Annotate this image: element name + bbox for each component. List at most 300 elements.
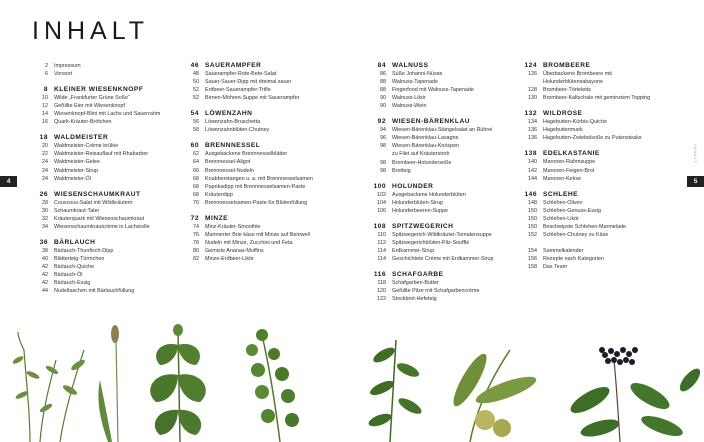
entry-title: Brennnessel-Aligot: [205, 159, 251, 166]
toc-section: [372, 223, 494, 263]
entry-title: Schlehen-Oliven: [543, 199, 583, 206]
entry-title: Wiesenschaumkrautcrème in Lachsrolle: [54, 223, 150, 230]
section-page-number: 108: [373, 222, 386, 230]
entry-page-number: 42: [42, 280, 48, 287]
entry-title: Beschwipste Schlehen-Marmelade: [543, 223, 626, 230]
toc-entry: [523, 134, 650, 142]
entry-page-number: 88: [380, 79, 386, 86]
entry-page-number: 34: [42, 223, 48, 230]
entry-page-number: 104: [377, 199, 386, 206]
section-heading: [523, 191, 650, 199]
section-heading: [185, 142, 313, 150]
toc-entry: [185, 158, 313, 166]
entry-title: Schlehen-Genuss-Essig: [543, 207, 601, 214]
entry-title: Sammelkalender: [543, 247, 584, 254]
entry-title: Ausgebackene Holunderblüten: [392, 191, 466, 198]
toc-section: [34, 62, 160, 78]
entry-title: Bärlauch-Öl: [54, 272, 83, 279]
toc-entry: [34, 271, 160, 279]
entry-title: Paprikadipp mit Brennnesselsamen-Paste: [205, 183, 306, 190]
entry-title: Brombeer-Kaltschale mit geminztem Topping: [543, 95, 651, 102]
entry-title: Waldmeister-Öl: [54, 175, 91, 182]
section-title: SPITZWEGERICH: [392, 222, 454, 230]
toc-entry: [372, 126, 494, 134]
entry-page-number: 136: [528, 127, 537, 134]
toc-entry: [34, 70, 160, 78]
toc-section: [372, 118, 494, 174]
toc-entry: [185, 231, 313, 239]
toc-entry: [185, 167, 313, 175]
section-heading: [372, 223, 494, 231]
entry-title: Wiesen-Bärenklau-Lasagne: [392, 135, 459, 142]
toc-entry: [34, 247, 160, 255]
toc-entry: [523, 86, 650, 94]
entry-page-number: 156: [528, 255, 537, 262]
entry-title: Walnuss-Wein: [392, 103, 427, 110]
entry-page-number: 96: [380, 135, 386, 142]
section-heading: [185, 215, 313, 223]
toc-entry: [34, 215, 160, 223]
entry-page-number: 24: [42, 167, 48, 174]
toc-entry: [372, 239, 494, 247]
toc-entry: [372, 78, 494, 86]
toc-section: [185, 110, 313, 134]
section-title: WILDROSE: [543, 110, 583, 118]
toc-column: [523, 62, 650, 279]
entry-page-number: 22: [42, 151, 48, 158]
toc-section: [523, 110, 650, 142]
entry-title: Fingerfood mit Walnuss-Tapenade: [392, 87, 474, 94]
entry-page-number: 158: [528, 263, 537, 270]
entry-title: Blätterteig-Türmchen: [54, 255, 105, 262]
entry-page-number: 20: [42, 143, 48, 150]
toc-entry: [372, 94, 494, 102]
entry-title: Maronen-Feigen-Brot: [543, 167, 595, 174]
entry-page-number: 48: [193, 71, 199, 78]
entry-title: Brotteig: [392, 167, 411, 174]
section-page-number: 46: [190, 62, 199, 69]
entry-title: Schlehen-Chutney zu Käse: [543, 231, 609, 238]
toc-entry: [523, 263, 650, 271]
toc-section: [372, 183, 494, 215]
entry-title: Holunderblütensabayone: [543, 79, 603, 86]
entry-page-number: 106: [377, 207, 386, 214]
entry-page-number: 32: [42, 215, 48, 222]
entry-page-number: 30: [42, 207, 48, 214]
sprig-illustration: [18, 332, 84, 442]
toc-section: [34, 191, 160, 231]
toc-entry: [523, 167, 650, 175]
toc-entry: [372, 231, 494, 239]
entry-page-number: 68: [193, 175, 199, 182]
entry-page-number: 112: [377, 239, 386, 246]
section-heading: [372, 62, 494, 70]
section-heading: [523, 150, 650, 158]
entry-page-number: 80: [193, 247, 199, 254]
entry-page-number: 40: [42, 255, 48, 262]
toc-entry: [523, 78, 650, 86]
section-page-number: 124: [524, 62, 537, 69]
entry-page-number: 150: [528, 223, 537, 230]
entry-page-number: 68: [193, 191, 199, 198]
toc-entry: [185, 86, 313, 94]
toc-section: [372, 62, 494, 110]
entry-page-number: 126: [528, 71, 537, 78]
entry-page-number: 58: [193, 127, 199, 134]
toc-entry: [34, 142, 160, 150]
toc-entry: [372, 86, 494, 94]
entry-page-number: 136: [528, 135, 537, 142]
section-heading: [185, 110, 313, 118]
toc-entry: [372, 255, 494, 263]
plantain-illustration: [98, 325, 119, 442]
entry-page-number: 44: [42, 288, 48, 295]
toc-entry: [185, 183, 313, 191]
toc-section: [523, 247, 650, 271]
entry-title: Schafgarben-Butter: [392, 280, 439, 287]
entry-page-number: 86: [380, 71, 386, 78]
entry-page-number: 2: [45, 63, 48, 69]
section-heading: [372, 271, 494, 279]
toc-entry: [185, 70, 313, 78]
toc-entry: [523, 223, 650, 231]
section-title: MINZE: [205, 214, 229, 222]
toc-section: [34, 86, 160, 126]
entry-page-number: 140: [528, 159, 537, 166]
entry-title: Nudeln mit Minze, Zucchini und Feta: [205, 239, 293, 246]
toc-entry: [34, 62, 160, 70]
elderberry-illustration: [567, 347, 704, 442]
toc-entry: [34, 94, 160, 102]
entry-page-number: 118: [377, 280, 386, 287]
serrated-leaf-illustration: [246, 329, 299, 442]
toc-entry: [523, 158, 650, 166]
entry-page-number: 14: [42, 111, 48, 118]
section-title: BROMBEERE: [543, 62, 591, 69]
entry-title: Holunderbeeren-Suppe: [392, 207, 449, 214]
entry-title: Wilde „Frankfurter Grüne Soße“: [54, 95, 130, 102]
section-page-number: 36: [39, 238, 48, 246]
toc-entry: [523, 215, 650, 223]
section-title: SCHLEHE: [543, 190, 579, 198]
toc-entry: [34, 287, 160, 295]
section-title: EDELKASTANIE: [543, 150, 600, 158]
entry-title: Brennnesselsamen-Paste für Blütenfüllung: [205, 199, 308, 206]
entry-title: Geschichtete Crème mit Erdkammer-Sirup: [392, 255, 494, 262]
entry-page-number: 24: [42, 175, 48, 182]
entry-page-number: 122: [377, 296, 386, 303]
toc-entry: [185, 78, 313, 86]
entry-title: Hagebutten-Zwiebelsoße zu Putensteaks: [543, 135, 642, 142]
chestnut-illustration: [448, 350, 539, 442]
entry-title: Schaumkraut-Taler: [54, 207, 100, 214]
entry-title: Süße Johanni-Nüsse: [392, 71, 443, 78]
entry-title: Brennnessel-Nudeln: [205, 167, 254, 174]
entry-title: Waldmeister-Sirup: [54, 167, 99, 174]
entry-page-number: 134: [528, 119, 537, 126]
section-heading: [523, 62, 650, 70]
toc-section: [185, 142, 313, 206]
entry-title: Gefüllte Eier mit Wiesenknopf: [54, 103, 126, 110]
entry-title: Walnuss-Tapenade: [392, 79, 438, 86]
toc-entry: [372, 134, 494, 142]
toc-entry: [185, 94, 313, 102]
section-page-number: 138: [524, 150, 537, 158]
entry-page-number: 94: [380, 127, 386, 134]
entry-page-number: 98: [380, 143, 386, 150]
toc-entry: [34, 207, 160, 215]
entry-page-number: 142: [528, 167, 537, 174]
toc-entry: [34, 263, 160, 271]
entry-page-number: 88: [380, 87, 386, 94]
toc-entry: [185, 239, 313, 247]
sprig-leaves: [12, 355, 87, 414]
entry-title: Knabberstangen u. a. mit Brennnesselsamen: [205, 175, 313, 182]
section-page-number: 72: [190, 214, 199, 222]
toc-entry: [34, 279, 160, 287]
toc-entry: [523, 94, 650, 102]
entry-title: Hagebutten-Kürbis-Quiche: [543, 119, 607, 126]
entry-page-number: 102: [377, 191, 386, 198]
entry-page-number: 56: [193, 119, 199, 126]
toc-section: [523, 191, 650, 239]
entry-title: Ausgebackene Brennnesselblätter: [205, 151, 288, 158]
toc-column: [185, 62, 313, 271]
walnut-leaf-illustration: [367, 340, 424, 442]
entry-page-number: 110: [377, 231, 386, 238]
entry-page-number: 50: [193, 79, 199, 86]
entry-page-number: 16: [42, 119, 48, 126]
entry-title: Waldmeister-Gelee: [54, 159, 100, 166]
entry-page-number: 12: [42, 103, 48, 110]
entry-title: Spitzwegerich-Wildkräuter-Tomatensuppe: [392, 231, 492, 238]
toc-section: [34, 134, 160, 182]
entry-title: Sauerampfer-Rote-Bete-Salat: [205, 71, 277, 78]
toc-entry: [372, 102, 494, 110]
toc-entry: [523, 199, 650, 207]
toc-entry: [34, 175, 160, 183]
section-heading: [372, 118, 494, 126]
entry-title: Bärlauch-Thunfisch-Dipp: [54, 247, 114, 254]
section-page-number: 54: [190, 110, 199, 118]
entry-page-number: 90: [380, 103, 386, 110]
toc-entry: [372, 279, 494, 287]
toc-entry: [523, 118, 650, 126]
entry-page-number: 148: [528, 199, 537, 206]
entry-title: Quark-Kräuter-Brötchen: [54, 119, 112, 126]
section-title: SCHAFGARBE: [392, 271, 444, 279]
entry-title: Impressum: [54, 63, 81, 69]
entry-title: Couscous-Salat mit Wildkräutern: [54, 199, 133, 206]
entry-title: Holunderblüten-Sirup: [392, 199, 443, 206]
toc-entry: [372, 70, 494, 78]
section-title: HOLUNDER: [392, 182, 434, 190]
entry-title: Vorwort: [54, 71, 73, 78]
entry-title: Nudeltaschen mit Bärlauchfüllung: [54, 288, 135, 295]
entry-title: Löwenzahnblüten-Chutney: [205, 127, 270, 134]
entry-title: Brombeer-Törteletts: [543, 87, 591, 94]
entry-page-number: 66: [193, 167, 199, 174]
entry-page-number: 150: [528, 207, 537, 214]
section-title: WIESENSCHAUMKRAUT: [54, 190, 141, 198]
section-page-number: 146: [524, 190, 537, 198]
entry-title: zu Filet auf Kräuterstroh: [392, 151, 450, 158]
entry-title: Brombeer-Holundersoße: [392, 159, 452, 166]
entry-page-number: 76: [193, 231, 199, 238]
page-title: INHALT: [32, 17, 150, 45]
section-page-number: 18: [39, 134, 48, 142]
section-page-number: 26: [39, 190, 48, 198]
toc-section: [372, 271, 494, 303]
entry-title: Spitzwegerichblüten-Pilz-Soufflé: [392, 239, 470, 246]
entry-page-number: 6: [45, 71, 48, 78]
toc-entry: [185, 150, 313, 158]
toc-entry: [523, 255, 650, 263]
right-page-number: 5: [693, 178, 698, 185]
toc-entry: [34, 102, 160, 110]
toc-entry: [34, 158, 160, 166]
entry-page-number: 98: [380, 167, 386, 174]
toc-entry: [523, 207, 650, 215]
section-heading: [34, 239, 160, 247]
section-title: LÖWENZAHN: [205, 110, 253, 118]
entry-page-number: 28: [42, 199, 48, 206]
entry-page-number: 144: [528, 175, 537, 182]
entry-title: Marinierter Brie käse mit Minze auf Beinwell: [205, 231, 310, 238]
toc-entry: [372, 287, 494, 295]
section-title: WIESEN-BÄRENKLAU: [392, 118, 470, 126]
entry-title: Wiesenknopf-Blini mit Lachs und Sauerrahm: [54, 111, 161, 118]
right-page-number-tab: [687, 176, 704, 187]
toc-entry: [185, 118, 313, 126]
entry-page-number: 114: [377, 255, 386, 262]
toc-entry: [372, 167, 494, 175]
toc-entry: [34, 118, 160, 126]
entry-page-number: 52: [193, 95, 199, 102]
section-page-number: 8: [43, 86, 48, 94]
entry-title: Sauer-Sauer-Dipp mit dreimal sauer: [205, 79, 292, 86]
section-title: KLEINER WIESENKNOPF: [54, 86, 144, 94]
entry-title: Kräuterquark mit Wiesenschaumkraut: [54, 215, 145, 222]
entry-page-number: 52: [193, 87, 199, 94]
toc-section: [523, 62, 650, 102]
section-heading: [523, 110, 650, 118]
toc-entry: [185, 175, 313, 183]
section-heading: [34, 191, 160, 199]
entry-title: Hagebuttenmark: [543, 127, 583, 134]
toc-entry: [34, 150, 160, 158]
entry-title: Minz-Kräuter-Smoothie: [205, 223, 261, 230]
toc-entry: [185, 199, 313, 207]
entry-page-number: 42: [42, 263, 48, 270]
left-page-number-tab: [0, 176, 17, 187]
toc-entry: [372, 191, 494, 199]
section-title: WALDMEISTER: [54, 134, 109, 142]
entry-page-number: 64: [193, 159, 199, 166]
section-page-number: 116: [373, 271, 386, 279]
toc-column: [34, 62, 160, 303]
entry-title: Bärlauch-Quiche: [54, 263, 95, 270]
toc-entry: [523, 247, 650, 255]
toc-entry: [185, 191, 313, 199]
entry-page-number: 62: [193, 151, 199, 158]
section-title: BÄRLAUCH: [54, 238, 96, 246]
toc-section: [185, 215, 313, 263]
toc-entry: [185, 126, 313, 134]
toc-entry: [34, 199, 160, 207]
entry-page-number: 128: [528, 87, 537, 94]
section-title: BRENNNESSEL: [205, 142, 261, 150]
entry-page-number: 78: [193, 239, 199, 246]
toc-entry: [523, 126, 650, 134]
toc-entry: [185, 223, 313, 231]
toc-section: [185, 62, 313, 102]
toc-entry: [523, 231, 650, 239]
entry-page-number: 130: [528, 95, 537, 102]
entry-page-number: [523, 78, 537, 86]
section-heading: [185, 62, 313, 70]
section-heading: [34, 86, 160, 94]
entry-title: Maronen-Rahmsuppe: [543, 159, 596, 166]
entry-page-number: 150: [528, 215, 537, 222]
nettle-illustration: [150, 324, 206, 442]
toc-entry: [372, 247, 494, 255]
entry-title: Waldmeister-Crème brûlée: [54, 143, 119, 150]
entry-page-number: 74: [193, 223, 199, 230]
toc-entry: [34, 223, 160, 231]
entry-title: Maronen-Kekse: [543, 175, 582, 182]
left-page-number: 4: [6, 178, 11, 185]
entry-title: Erdbeer-Sauerampfer-Trifle: [205, 87, 271, 94]
entry-page-number: 70: [193, 199, 199, 206]
toc-column: [372, 62, 494, 311]
toc-entry: [523, 70, 650, 78]
entry-title: Gemixte Ananas-Muffins: [205, 247, 264, 254]
toc-section: [523, 150, 650, 182]
entry-title: Kräuterdipp: [205, 191, 233, 198]
toc-entry: [185, 247, 313, 255]
entry-title: Wiesen-Bärenklau-Stängelsalat an Rührei: [392, 127, 493, 134]
toc-entry: [34, 167, 160, 175]
toc-entry: [34, 110, 160, 118]
entry-title: Waldmeister-Reisauflauf mit Rhabarber: [54, 151, 149, 158]
running-head: INHALT: [693, 144, 698, 164]
toc-entry: [372, 142, 494, 150]
toc-entry: [372, 207, 494, 215]
plant-illustrations: [0, 320, 704, 442]
section-page-number: 84: [377, 62, 386, 69]
section-page-number: 100: [373, 182, 386, 190]
toc-entry: [372, 159, 494, 167]
section-page-number: 60: [190, 142, 199, 150]
entry-page-number: 24: [42, 159, 48, 166]
entry-page-number: 154: [528, 247, 537, 254]
entry-page-number: [372, 150, 386, 158]
entry-page-number: 38: [42, 247, 48, 254]
toc-entry: [372, 295, 494, 303]
section-heading: [34, 134, 160, 142]
entry-title: Erdkammer-Sirup: [392, 247, 435, 254]
entry-title: Stockbrot-Hefeteig: [392, 296, 437, 303]
entry-title: Walnuss-Likör: [392, 95, 426, 102]
entry-title: Birnen-Möhren-Suppe mit Sauerampfer: [205, 95, 300, 102]
toc-entry: [34, 255, 160, 263]
entry-page-number: 82: [193, 255, 199, 262]
entry-title: Überbackene Brombeere mit: [543, 71, 612, 78]
entry-page-number: 98: [380, 159, 386, 166]
entry-title: Minze-Erdbeer-Likör: [205, 255, 254, 262]
entry-title: Löwenzahn-Bruschetta: [205, 119, 261, 126]
